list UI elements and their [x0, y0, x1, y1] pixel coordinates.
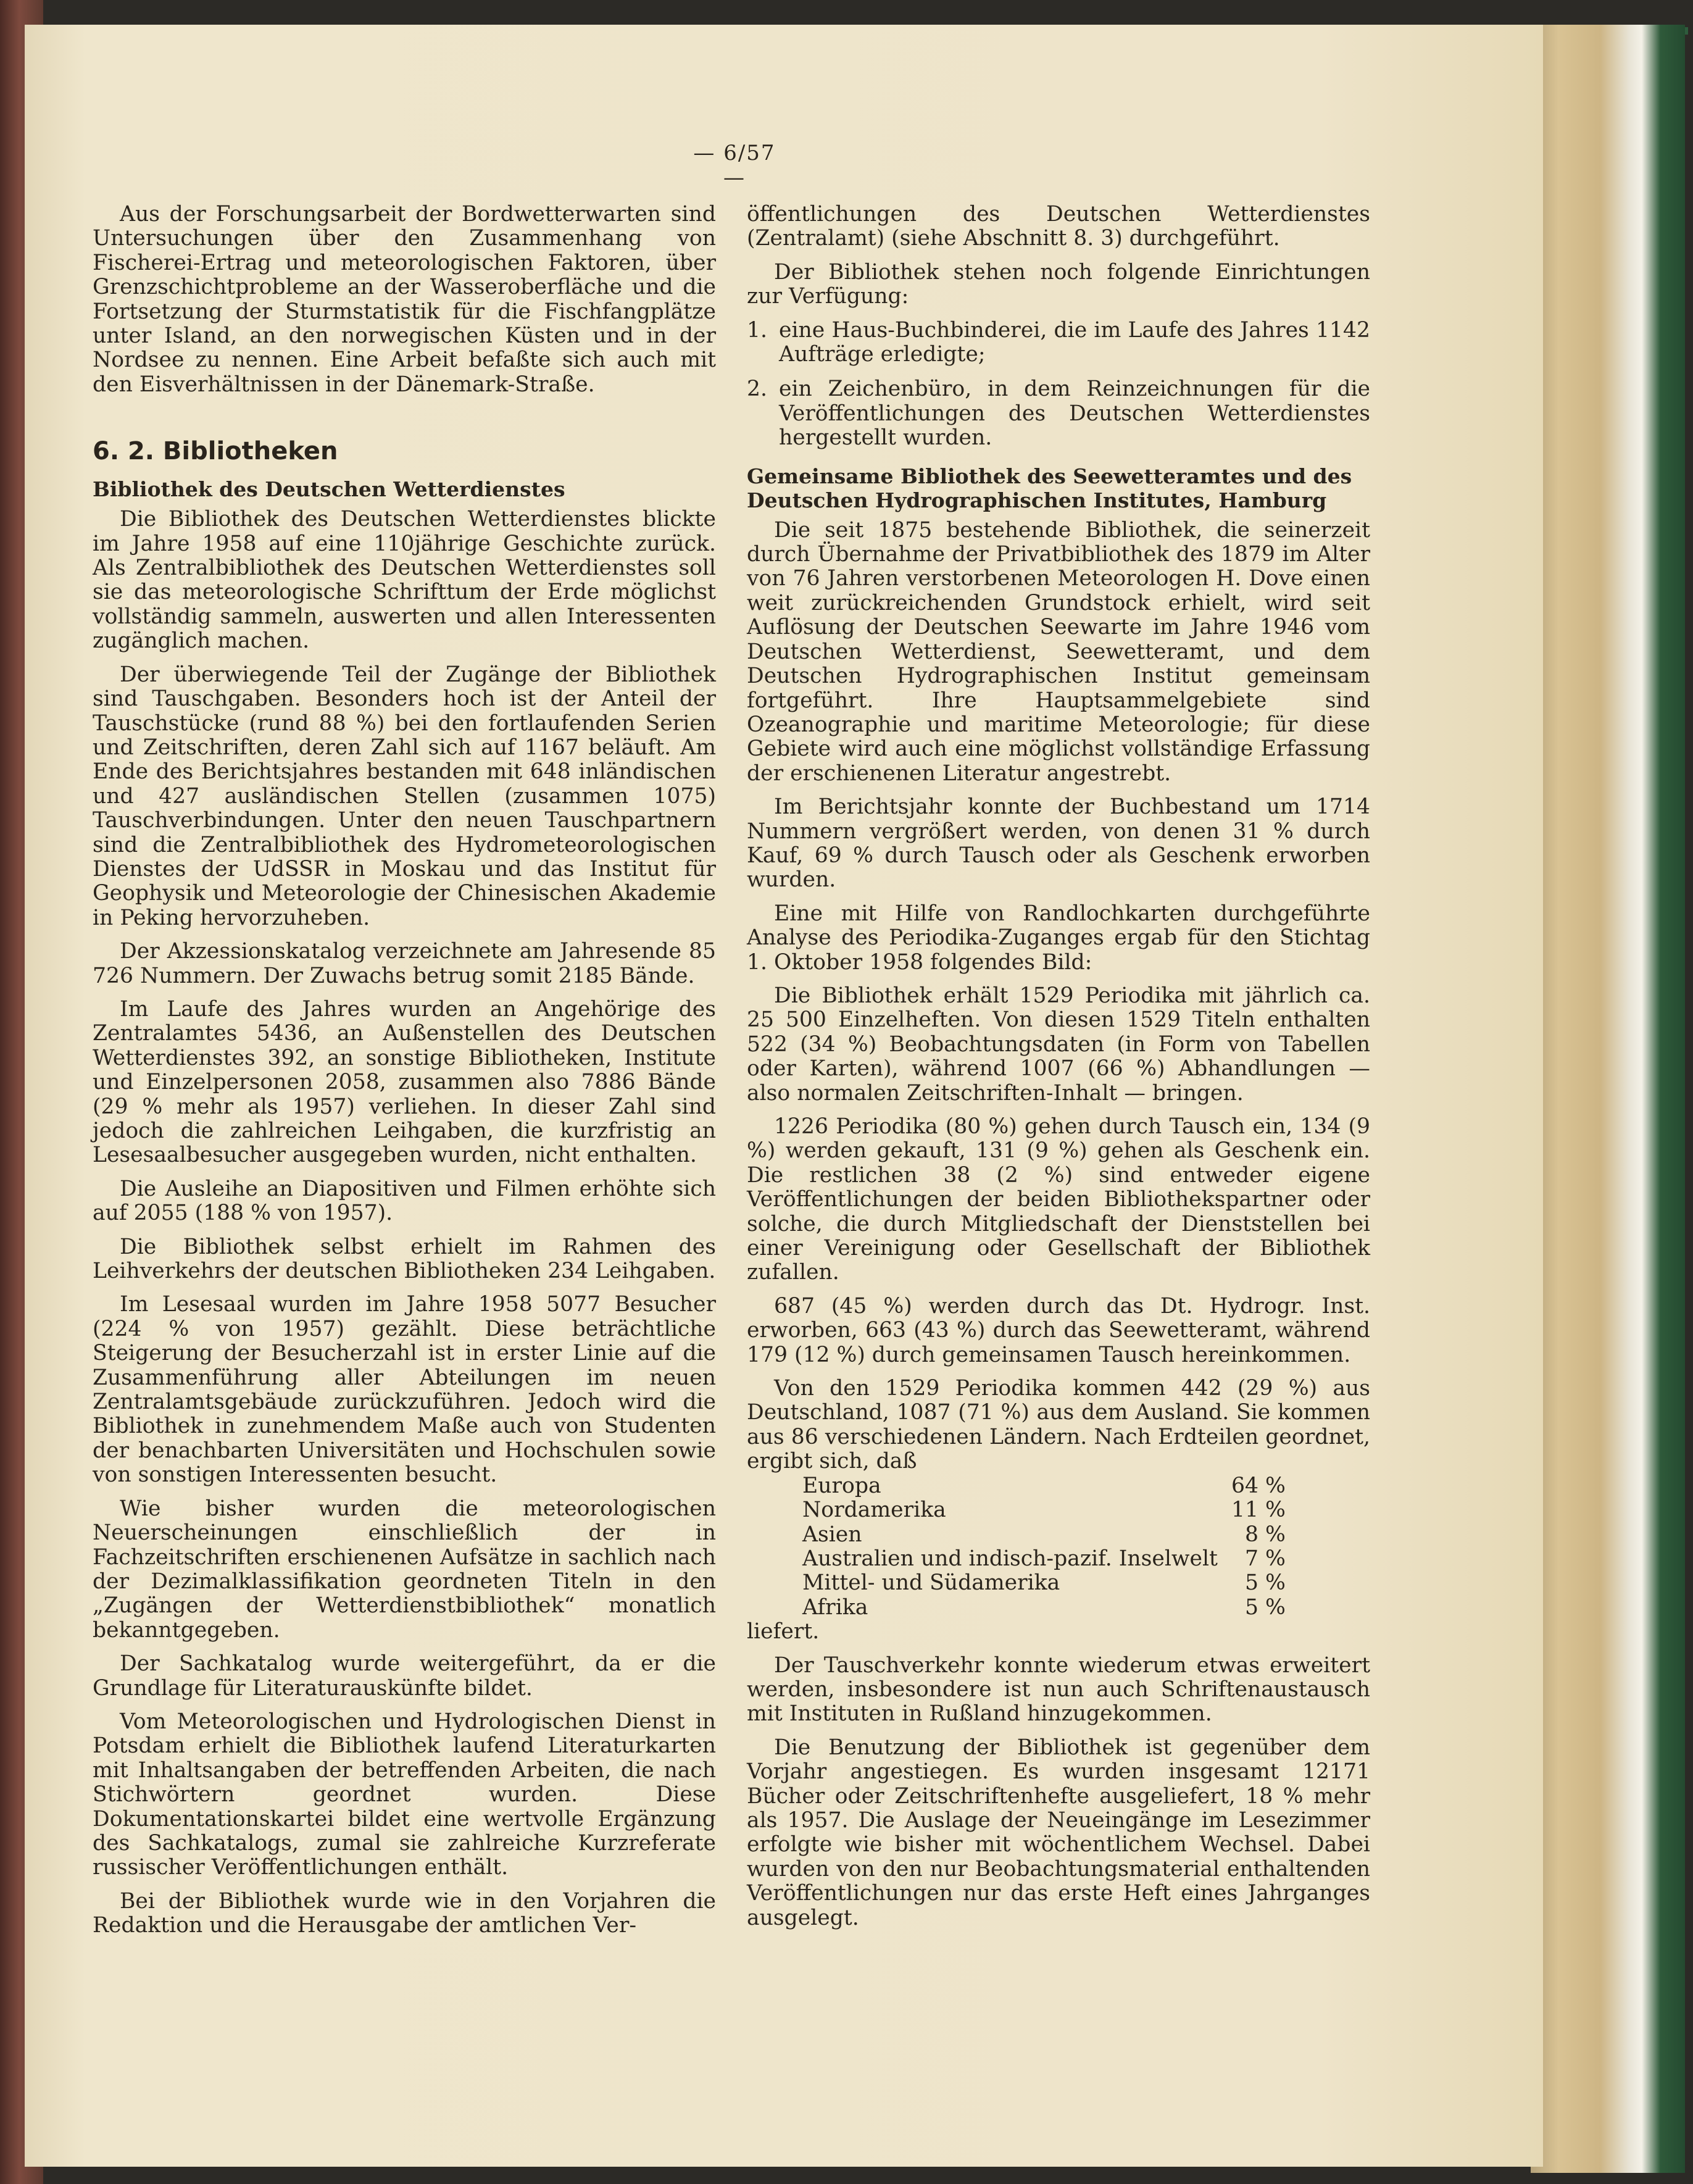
paragraph: Von den 1529 Periodika kommen 442 (29 %) aus Deutschland, 1087 (71 %) aus dem Ausland. Sie kommen aus 86 verschiedenen Ländern. Nach Erdteilen geordnet, ergibt sich, daß [747, 1376, 1370, 1474]
continent-percent: 5 % [1245, 1570, 1286, 1596]
paragraph: Vom Meteorologischen und Hydrologischen Dienst in Potsdam erhielt die Bibliothek laufend Literaturkarten mit Inhaltsangaben der betreffenden Arbeiten, die nach Stichwörtern geordnet wurden. Diese Dokumentationskartei bildet eine wertvolle Ergänzung des Sachkatalogs, zumal sie zahlreiche Kurzreferate russischer Veröffentlichungen enthält. [93, 1709, 716, 1880]
facilities-list [747, 319, 1370, 451]
paragraph: Die Ausleihe an Diapositiven und Filmen erhöhte sich auf 2055 (188 % von 1957). [93, 1176, 716, 1226]
paragraph: Bei der Bibliothek wurde wie in den Vorjahren die Redaktion und die Herausgabe der amtlichen Ver- [93, 1888, 716, 1938]
paragraph: 687 (45 %) werden durch das Dt. Hydrogr. Inst. erworben, 663 (43 %) durch das Seewetteramt, während 179 (12 %) durch gemeinsamen Tausch hereinkommen. [747, 1293, 1370, 1367]
paragraph: Im Berichtsjahr konnte der Buchbestand um 1714 Nummern vergrößert werden, von denen 31 % durch Kauf, 69 % durch Tausch oder als Geschenk erworben wurden. [747, 794, 1370, 893]
paragraph: Der Sachkatalog wurde weitergeführt, da er die Grundlage für Literaturauskünfte bildet. [93, 1651, 716, 1701]
document-page [25, 25, 1543, 2167]
subheading-dwd-library: Bibliothek des Deutschen Wetterdienstes [93, 477, 565, 502]
section-heading: 6. 2. Bibliotheken [93, 437, 338, 466]
table-row [802, 1474, 1286, 1498]
paragraph: Die Bibliothek selbst erhielt im Rahmen des Leihverkehrs der deutschen Bibliotheken 234 Leihgaben. [93, 1234, 716, 1284]
list-item-number: 1. [747, 317, 767, 343]
facilities-intro: Der Bibliothek stehen noch folgende Einrichtungen zur Verfügung: [747, 259, 1370, 309]
list-item-text: eine Haus-Buchbinderei, die im Laufe des Jahres 1142 Aufträge erledigte; [779, 317, 1370, 367]
list-item-text: ein Zeichenbüro, in dem Reinzeichnungen für die Veröffentlichungen des Deutschen Wetterdienstes hergestellt wurden. [779, 377, 1370, 451]
continent-name: Mittel- und Südamerika [802, 1570, 1060, 1596]
continent-name: Nordamerika [802, 1498, 946, 1523]
left-column [93, 202, 716, 1948]
continents-table [802, 1474, 1286, 1620]
continent-name: Afrika [802, 1594, 868, 1620]
list-item-number: 2. [747, 377, 767, 402]
continuation-paragraph: öffentlichungen des Deutschen Wetterdienstes (Zentralamt) (siehe Abschnitt 8. 3) durchgeführt. [747, 202, 1370, 251]
page-number: — 6/57 — [693, 141, 776, 190]
paragraph: Im Laufe des Jahres wurden an Angehörige des Zentralamtes 5436, an Außenstellen des Deutschen Wetterdienstes 392, an sonstige Bibliotheken, Institute und Einzelpersonen 2058, zusammen also 7886 Bände (29 % mehr als 1957) verliehen. In dieser Zahl sind jedoch die zahlreichen Leihgaben, die kurzfristig an Lesesaalbesucher ausgegeben wurden, nicht enthalten. [93, 996, 716, 1168]
list-item [747, 377, 1370, 450]
paragraph: Die seit 1875 bestehende Bibliothek, die seinerzeit durch Übernahme der Privatbibliothek des 1879 im Alter von 76 Jahren verstorbenen Meteorologen H. Dove einen weit zurückreichenden Grundstock erhielt, wird seit Auflösung der Deutschen Seewarte im Jahre 1946 vom Deutschen Wetterdienst, Seewetteramt, und dem Deutschen Hydrographischen Institut gemeinsam fortgeführt. Ihre Hauptsammelgebiete sind Ozeanographie und maritime Meteorologie; für diese Gebiete wird auch eine möglichst vollständige Erfassung der erschienenen Literatur angestrebt. [747, 517, 1370, 786]
paragraph: Eine mit Hilfe von Randlochkarten durchgeführte Analyse des Periodika-Zuganges ergab für den Stichtag 1. Oktober 1958 folgendes Bild: [747, 901, 1370, 975]
continent-name: Australien und indisch-pazif. Inselwelt [802, 1546, 1218, 1571]
paragraph: Der überwiegende Teil der Zugänge der Bibliothek sind Tauschgaben. Besonders hoch ist der Anteil der Tauschstücke (rund 88 %) bei den fortlaufenden Serien und Zeitschriften, deren Zahl sich auf 1167 beläuft. Am Ende des Berichtsjahres bestanden mit 648 inländischen und 427 ausländischen Stellen (zusammen 1075) Tauschverbindungen. Unter den neuen Tauschpartnern sind die Zentralbibliothek des Hydrometeorologischen Dienstes der UdSSR in Moskau und das Institut für Geophysik und Meteorologie der Chinesischen Akademie in Peking hervorzuheben. [93, 662, 716, 930]
continent-percent: 7 % [1245, 1546, 1286, 1571]
list-item [747, 319, 1370, 367]
right-column [747, 202, 1370, 1940]
paragraph: Die Bibliothek erhält 1529 Periodika mit jährlich ca. 25 500 Einzelheften. Von diesen 1529 Titeln enthalten 522 (34 %) Beobachtungsdaten (in Form von Tabellen oder Karten), während 1007 (66 %) Abhandlungen — also normalen Zeitschriften-Inhalt — bringen. [747, 983, 1370, 1106]
paragraph: Die Bibliothek des Deutschen Wetterdienstes blickte im Jahre 1958 auf eine 110jährige Geschichte zurück. Als Zentralbibliothek des Deutschen Wetterdienstes soll sie das meteorologische Schrifttum der Erde möglichst vollständig sammeln, auswerten und allen Interessenten zugänglich machen. [93, 507, 716, 654]
paragraph: Der Tauschverkehr konnte wiederum etwas erweitert werden, insbesondere ist nun auch Schriftenaustausch mit Instituten in Rußland hinzugekommen. [747, 1653, 1370, 1727]
intro-paragraph: Aus der Forschungsarbeit der Bordwetterwarten sind Untersuchungen über den Zusammenhang von Fischerei-Ertrag und meteorologischen Faktoren, über Grenzschichtprobleme an der Wasseroberfläche und die Fortsetzung der Sturmstatistik für die Fischfangplätze unter Island, an den norwegischen Küsten und in der Nordsee zu nennen. Eine Arbeit befaßte sich auch mit den Eisverhältnissen in der Dänemark-Straße. [93, 202, 716, 397]
table-row [802, 1596, 1286, 1620]
continent-percent: 11 % [1231, 1498, 1286, 1523]
paragraph: Die Benutzung der Bibliothek ist gegenüber dem Vorjahr angestiegen. Es wurden insgesamt 12171 Bücher oder Zeitschriftenhefte ausgeliefert, 18 % mehr als 1957. Die Auslage der Neueingänge im Lesezimmer erfolgte wie bisher mit wöchentlichem Wechsel. Dabei wurden von den nur Beobachtungsmaterial enthaltenden Veröffentlichungen nur das erste Heft eines Jahrganges ausgelegt. [747, 1735, 1370, 1930]
continent-name: Asien [802, 1522, 862, 1547]
continent-name: Europa [802, 1473, 881, 1498]
continent-percent: 5 % [1245, 1594, 1286, 1620]
continent-percent: 64 % [1231, 1473, 1286, 1498]
after-table-text: liefert. [747, 1619, 820, 1644]
book-binding-edge [1531, 25, 1685, 2173]
paragraph: Im Lesesaal wurden im Jahre 1958 5077 Besucher (224 % von 1957) gezählt. Diese beträchtliche Steigerung der Besucherzahl ist in erster Linie auf die Zusammenführung aller Abteilungen im neuen Zentralamtsgebäude zurückzuführen. Jedoch wird die Bibliothek in zunehmendem Maße auch von Studenten der benachbarten Universitäten und Hochschulen sowie von sonstigen Interessenten besucht. [93, 1292, 716, 1488]
paragraph: Wie bisher wurden die meteorologischen Neuerscheinungen einschließlich der in Fachzeitschriften erschienenen Aufsätze in sachlich nach der Dezimalklassifikation geordneten Titeln in den „Zugängen der Wetterdienstbibliothek“ monatlich bekanntgegeben. [93, 1496, 716, 1643]
subheading-hamburg-library: Gemeinsame Bibliothek des Seewetteramtes und des Deutschen Hydrographischen Institutes, Hamburg [747, 464, 1352, 512]
table-row [802, 1571, 1286, 1595]
table-row [802, 1547, 1286, 1571]
paragraph: 1226 Periodika (80 %) gehen durch Tausch ein, 134 (9 %) werden gekauft, 131 (9 %) gehen als Geschenk ein. Die restlichen 38 (2 %) sind entweder eigene Veröffentlichungen der beiden Bibliothekspartner oder solche, die durch Mitgliedschaft der Dienststellen bei einer Vereinigung oder Gesellschaft der Bibliothek zufallen. [747, 1114, 1370, 1285]
table-row [802, 1498, 1286, 1522]
table-row [802, 1523, 1286, 1547]
continent-percent: 8 % [1245, 1522, 1286, 1547]
paragraph: Der Akzessionskatalog verzeichnete am Jahresende 85 726 Nummern. Der Zuwachs betrug somit 2185 Bände. [93, 939, 716, 988]
